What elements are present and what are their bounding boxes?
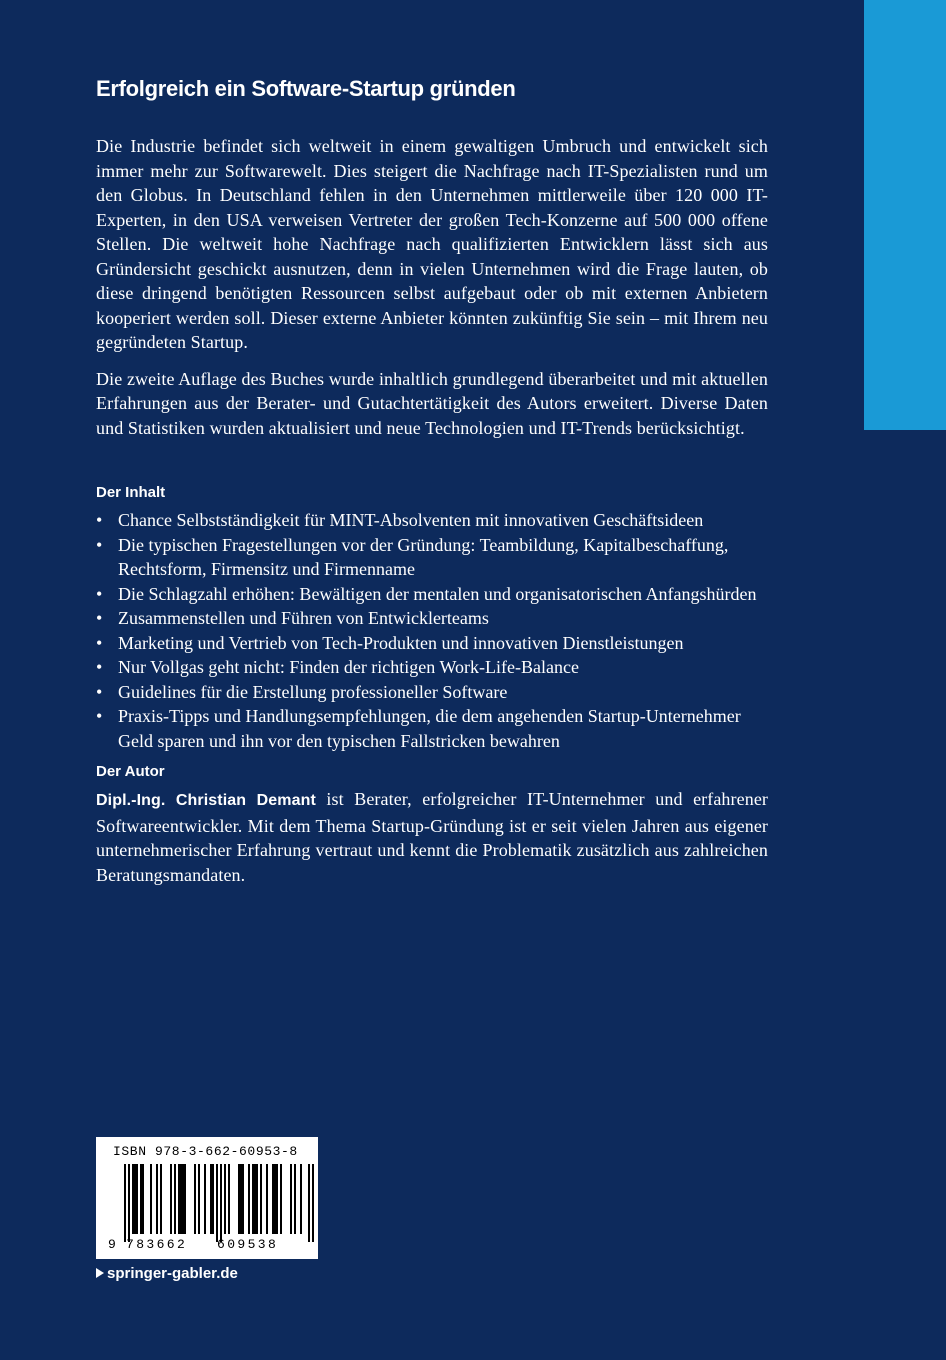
barcode-bar — [274, 1164, 276, 1234]
barcode-bar — [212, 1164, 214, 1234]
bullet-icon: • — [96, 632, 103, 653]
barcode-bar — [128, 1164, 130, 1242]
description-paragraph-2: Die zweite Auflage des Buches wurde inhaltlich grundlegend überarbeitet und mit aktuellen Erfahrungen aus der Berater- und Gutachtertätigkeit des Autors erweitert. Diverse Daten und Statistiken wurden aktualisiert und neue Technologien und IT-Trends berücksichtigt. — [96, 368, 768, 438]
barcode-bar — [260, 1164, 262, 1234]
barcode-bar — [134, 1164, 136, 1234]
author-bio — [96, 787, 768, 887]
barcode-bar — [254, 1164, 256, 1234]
list-item: • Guidelines für die Erstellung professioneller Software — [96, 680, 768, 705]
barcode-bar — [182, 1164, 184, 1234]
barcode-bar — [210, 1164, 212, 1234]
contents-heading: Der Inhalt — [96, 484, 166, 501]
barcode-bar — [178, 1164, 180, 1234]
list-item: • Chance Selbstständigkeit für MINT-Absolventen mit innovativen Geschäftsideen — [96, 508, 768, 533]
barcode-bar — [280, 1164, 282, 1234]
barcode-bar — [240, 1164, 242, 1234]
barcode-bar — [272, 1164, 274, 1234]
barcode-bar — [170, 1164, 172, 1234]
barcode-bar — [174, 1164, 176, 1234]
bullet-icon: • — [96, 583, 103, 604]
barcode-bar — [136, 1164, 138, 1234]
isbn-label: ISBN 978-3-662-60953-8 — [113, 1144, 298, 1159]
barcode-bar — [124, 1164, 126, 1242]
barcode-bar — [252, 1164, 254, 1234]
barcode-bar — [150, 1164, 152, 1234]
barcode-bar — [248, 1164, 250, 1234]
ean-first-digit: 9 — [108, 1237, 116, 1252]
contents-list — [96, 508, 768, 753]
barcode-bar — [312, 1164, 314, 1242]
barcode-bar — [140, 1164, 142, 1234]
list-item: • Marketing und Vertrieb von Tech-Produkten und innovativen Dienstleistungen — [96, 631, 768, 656]
author-name: Dipl.-Ing. Christian Demant — [96, 792, 316, 809]
accent-stripe — [864, 0, 946, 430]
ean-left-digits: 783662 — [126, 1237, 188, 1252]
barcode-bar — [184, 1164, 186, 1234]
barcode-bar — [198, 1164, 200, 1234]
barcode-bar — [276, 1164, 278, 1234]
list-item: • Die Schlagzahl erhöhen: Bewältigen der mentalen und organisatorischen Anfangshürden — [96, 582, 768, 607]
bullet-icon: • — [96, 534, 103, 555]
publisher-link[interactable] — [96, 1265, 238, 1282]
bullet-icon: • — [96, 681, 103, 702]
barcode-bar — [156, 1164, 158, 1234]
author-bio-text: ist Berater, erfolgreicher IT-Unternehmer und erfahrener Softwareentwickler. Mit dem Thema Startup-Gründung ist er seit vielen Jahren aus eigener unternehmerischer Erfahrung vertraut und kennt die Problematik zusätzlich aus zahlreichen Beratungsmandaten. — [96, 789, 769, 885]
list-item: • Nur Vollgas geht nicht: Finden der richtigen Work-Life-Balance — [96, 655, 768, 680]
triangle-arrow-icon — [96, 1268, 104, 1278]
barcode-bar — [220, 1164, 222, 1242]
list-item: • Die typischen Fragestellungen vor der Gründung: Teambildung, Kapitalbeschaffung, Rechtsform, Firmensitz und Firmenname — [96, 534, 729, 579]
bullet-icon: • — [96, 608, 103, 628]
barcode-bar — [160, 1164, 162, 1234]
barcode-bar — [132, 1164, 134, 1234]
list-item: • Zusammenstellen und Führen von Entwicklerteams — [96, 606, 768, 631]
barcode-bar — [228, 1164, 230, 1234]
barcode-bar — [290, 1164, 292, 1234]
barcode-bar — [194, 1164, 196, 1234]
bullet-icon: • — [96, 706, 103, 726]
barcode-bar — [256, 1164, 258, 1234]
publisher-url[interactable]: springer-gabler.de — [107, 1265, 238, 1282]
book-title: Erfolgreich ein Software-Startup gründen — [96, 76, 516, 101]
ean-right-digits: 609538 — [217, 1237, 279, 1252]
description-paragraph-1: Die Industrie befindet sich weltweit in einem gewaltigen Umbruch und entwickelt sich immer mehr zur Softwarewelt. Dies steigert die Nachfrage nach IT-Spezialisten rund um den Globus. In Deutschland fehlen in den Unternehmen mittlerweile über 120 000 IT-Experten, in den USA verweisen Vertreter der großen Tech-Konzerne auf 500 000 offene Stellen. Die weltweit hohe Nachfrage nach qualifizierten Entwicklern lässt sich aus Gründersicht geschickt ausnutzen, denn in vielen Unternehmen wird die Frage lauten, ob diese dringend benötigten Ressourcen selbst aufgebaut oder ob mit externen Anbietern kooperiert werden soll. Dieser externe Anbieter könnten zukünftig Sie sein – mit Ihrem neu gegründeten Startup. — [96, 136, 768, 352]
barcode-bar — [224, 1164, 226, 1234]
barcode-bar — [300, 1164, 302, 1234]
barcode-bar — [216, 1164, 218, 1242]
barcode-bar — [266, 1164, 268, 1234]
bullet-icon: • — [96, 657, 103, 677]
barcode-bar — [238, 1164, 240, 1234]
back-cover-content — [96, 74, 768, 899]
barcode-bar — [294, 1164, 296, 1234]
barcode-bar — [204, 1164, 206, 1234]
list-item: • Praxis-Tipps und Handlungsempfehlungen, die dem angehenden Startup-Unternehmer Geld sparen und ihn vor den typischen Fallstricken bewahren — [96, 706, 741, 751]
barcode-bar — [180, 1164, 182, 1234]
bullet-icon: • — [96, 510, 103, 530]
isbn-barcode — [96, 1137, 318, 1259]
barcode-bar — [242, 1164, 244, 1234]
barcode-bar — [308, 1164, 310, 1242]
author-heading: Der Autor — [96, 763, 165, 780]
barcode-bar — [142, 1164, 144, 1234]
